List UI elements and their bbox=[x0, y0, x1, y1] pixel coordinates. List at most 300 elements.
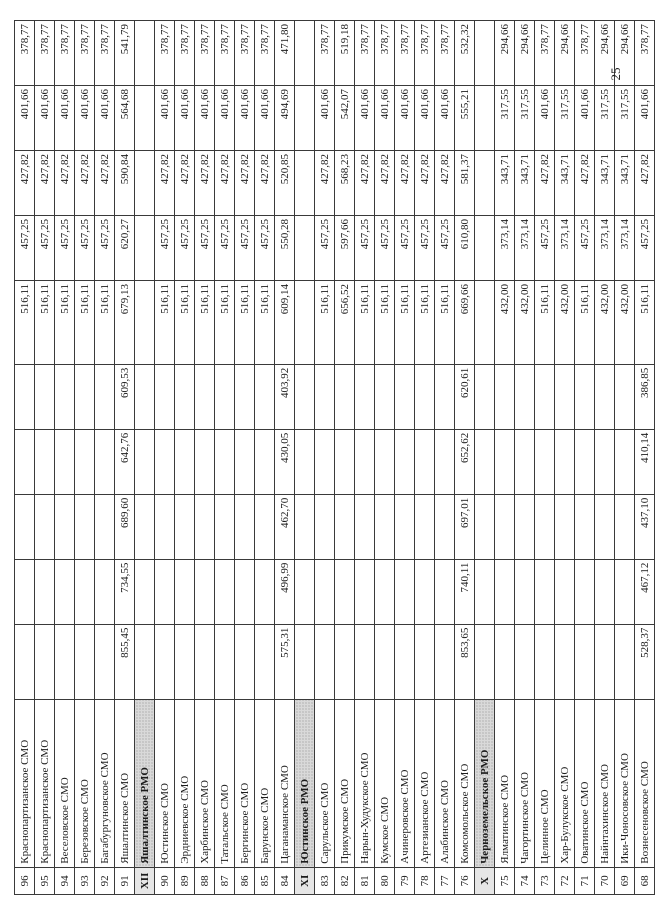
rate-cell-c7: 457,25 bbox=[435, 215, 455, 280]
rate-cell-c9: 317,55 bbox=[555, 86, 575, 151]
rate-cell-c10: 378,77 bbox=[95, 21, 115, 86]
rate-cell-c7: 457,25 bbox=[95, 215, 115, 280]
rate-cell-c7: 597,66 bbox=[335, 215, 355, 280]
rate-cell-c2 bbox=[355, 559, 375, 624]
rate-cell-c1 bbox=[595, 624, 615, 699]
rate-cell-c9: 401,66 bbox=[415, 86, 435, 151]
settlement-name: Веселовское СМО bbox=[55, 700, 75, 868]
rate-cell-c10 bbox=[295, 21, 315, 86]
rate-cell-c6: 516,11 bbox=[35, 280, 55, 364]
rate-cell-c5 bbox=[155, 364, 175, 429]
rate-cell-c6: 516,11 bbox=[355, 280, 375, 364]
rate-cell-c2 bbox=[215, 559, 235, 624]
rate-cell-c9: 401,66 bbox=[35, 86, 55, 151]
rate-cell-c5 bbox=[495, 364, 515, 429]
rate-cell-c8: 343,71 bbox=[595, 151, 615, 216]
table-row bbox=[355, 21, 375, 895]
rate-cell-c10: 294,66 bbox=[595, 21, 615, 86]
rate-cell-c3 bbox=[155, 494, 175, 559]
rate-cell-c4 bbox=[395, 429, 415, 494]
rate-cell-c5 bbox=[335, 364, 355, 429]
rate-cell-c5 bbox=[75, 364, 95, 429]
rate-cell-c2: 467,12 bbox=[635, 559, 655, 624]
rate-cell-c8: 427,82 bbox=[575, 151, 595, 216]
rate-cell-c1 bbox=[175, 624, 195, 699]
rate-cell-c1: 575,31 bbox=[275, 624, 295, 699]
rate-cell-c8: 427,82 bbox=[635, 151, 655, 216]
rate-cell-c2 bbox=[95, 559, 115, 624]
rate-cell-c8: 427,82 bbox=[175, 151, 195, 216]
rate-cell-c7: 550,28 bbox=[275, 215, 295, 280]
settlement-name: Багабургуновское СМО bbox=[95, 700, 115, 868]
rate-cell-c9: 401,66 bbox=[75, 86, 95, 151]
row-number: 75 bbox=[495, 867, 515, 894]
rate-cell-c2 bbox=[255, 559, 275, 624]
rate-cell-c7: 373,14 bbox=[595, 215, 615, 280]
rate-cell-c8: 427,82 bbox=[435, 151, 455, 216]
row-number: 74 bbox=[515, 867, 535, 894]
row-number: 90 bbox=[155, 867, 175, 894]
rate-cell-c8: 427,82 bbox=[535, 151, 555, 216]
rate-cell-c6: 516,11 bbox=[155, 280, 175, 364]
rate-cell-c10: 294,66 bbox=[615, 21, 635, 86]
rate-cell-c7: 457,25 bbox=[255, 215, 275, 280]
rate-cell-c6: 516,11 bbox=[535, 280, 555, 364]
rate-cell-c10 bbox=[475, 21, 495, 86]
row-number: 77 bbox=[435, 867, 455, 894]
table-row bbox=[15, 21, 35, 895]
rate-cell-c2 bbox=[415, 559, 435, 624]
rate-cell-c2 bbox=[515, 559, 535, 624]
rate-cell-c7: 373,14 bbox=[495, 215, 515, 280]
row-number: 80 bbox=[375, 867, 395, 894]
rate-cell-c1 bbox=[195, 624, 215, 699]
rate-cell-c3 bbox=[415, 494, 435, 559]
rate-cell-c3 bbox=[395, 494, 415, 559]
rate-cell-c3 bbox=[515, 494, 535, 559]
row-number: 88 bbox=[195, 867, 215, 894]
rate-cell-c6: 516,11 bbox=[55, 280, 75, 364]
table-row bbox=[115, 21, 135, 895]
rate-cell-c6: 516,11 bbox=[195, 280, 215, 364]
settlement-name: Алабинское СМО bbox=[435, 700, 455, 868]
rate-cell-c4 bbox=[75, 429, 95, 494]
rate-cell-c9: 555,21 bbox=[455, 86, 475, 151]
table-row bbox=[595, 21, 615, 895]
rate-cell-c10: 294,66 bbox=[495, 21, 515, 86]
rate-cell-c7: 457,25 bbox=[395, 215, 415, 280]
rate-cell-c4 bbox=[555, 429, 575, 494]
table-row bbox=[155, 21, 175, 895]
rate-cell-c10: 532,32 bbox=[455, 21, 475, 86]
rate-cell-c2 bbox=[15, 559, 35, 624]
settlement-name: Вознесеновское СМО bbox=[635, 700, 655, 868]
rate-cell-c8: 581,37 bbox=[455, 151, 475, 216]
rate-cell-c8: 427,82 bbox=[155, 151, 175, 216]
rate-cell-c10: 378,77 bbox=[195, 21, 215, 86]
rate-cell-c1 bbox=[215, 624, 235, 699]
rate-cell-c10: 378,77 bbox=[255, 21, 275, 86]
rate-cell-c1: 855,45 bbox=[115, 624, 135, 699]
row-number: X bbox=[475, 867, 495, 894]
table-row bbox=[315, 21, 335, 895]
table-row bbox=[635, 21, 655, 895]
settlement-name: Бергинское СМО bbox=[235, 700, 255, 868]
rate-cell-c2 bbox=[175, 559, 195, 624]
rate-cell-c1 bbox=[535, 624, 555, 699]
rate-cell-c7: 457,25 bbox=[375, 215, 395, 280]
rate-cell-c10: 378,77 bbox=[15, 21, 35, 86]
rate-cell-c6: 516,11 bbox=[175, 280, 195, 364]
rate-cell-c4 bbox=[135, 429, 155, 494]
rate-cell-c1 bbox=[255, 624, 275, 699]
settlement-name: Юстинское СМО bbox=[155, 700, 175, 868]
rate-cell-c10: 378,77 bbox=[355, 21, 375, 86]
rate-cell-c6: 516,11 bbox=[395, 280, 415, 364]
rate-cell-c10: 378,77 bbox=[395, 21, 415, 86]
rate-cell-c6: 609,14 bbox=[275, 280, 295, 364]
row-number: 95 bbox=[35, 867, 55, 894]
rate-cell-c10: 378,77 bbox=[315, 21, 335, 86]
rate-cell-c2 bbox=[535, 559, 555, 624]
rate-cell-c9: 401,66 bbox=[175, 86, 195, 151]
rate-cell-c3 bbox=[15, 494, 35, 559]
rate-cell-c1: 853,65 bbox=[455, 624, 475, 699]
rate-cell-c4: 410,14 bbox=[635, 429, 655, 494]
rate-cell-c3 bbox=[555, 494, 575, 559]
rate-cell-c5 bbox=[575, 364, 595, 429]
rate-cell-c5: 620,61 bbox=[455, 364, 475, 429]
rate-cell-c9: 401,66 bbox=[575, 86, 595, 151]
rate-cell-c1 bbox=[495, 624, 515, 699]
rate-cell-c3 bbox=[235, 494, 255, 559]
rate-cell-c4: 642,76 bbox=[115, 429, 135, 494]
settlement-name: Цаганаманское СМО bbox=[275, 700, 295, 868]
rate-cell-c3 bbox=[55, 494, 75, 559]
rate-cell-c7: 457,25 bbox=[415, 215, 435, 280]
rate-cell-c4 bbox=[195, 429, 215, 494]
settlement-name: Эрдниевское СМО bbox=[175, 700, 195, 868]
rate-cell-c5 bbox=[295, 364, 315, 429]
row-number: 79 bbox=[395, 867, 415, 894]
rate-cell-c5 bbox=[435, 364, 455, 429]
rate-cell-c5 bbox=[555, 364, 575, 429]
settlement-name: Комсомольское СМО bbox=[455, 700, 475, 868]
row-number: 78 bbox=[415, 867, 435, 894]
rate-cell-c9 bbox=[135, 86, 155, 151]
rate-cell-c10: 378,77 bbox=[435, 21, 455, 86]
rate-cell-c9: 401,66 bbox=[315, 86, 335, 151]
table-row bbox=[515, 21, 535, 895]
rate-cell-c9: 317,55 bbox=[495, 86, 515, 151]
rate-cell-c6: 516,11 bbox=[95, 280, 115, 364]
rate-cell-c7: 457,25 bbox=[155, 215, 175, 280]
rate-cell-c6: 516,11 bbox=[15, 280, 35, 364]
rate-cell-c8: 427,82 bbox=[355, 151, 375, 216]
settlement-name: Ики-Чоносовское СМО bbox=[615, 700, 635, 868]
row-number: 86 bbox=[235, 867, 255, 894]
rate-cell-c10: 378,77 bbox=[375, 21, 395, 86]
row-number: 81 bbox=[355, 867, 375, 894]
rate-cell-c7: 610,80 bbox=[455, 215, 475, 280]
rate-cell-c5 bbox=[175, 364, 195, 429]
rate-cell-c2 bbox=[615, 559, 635, 624]
settlement-name: Найнтахинское СМО bbox=[595, 700, 615, 868]
rate-cell-c10 bbox=[135, 21, 155, 86]
settlement-name: Хар-Булукское СМО bbox=[555, 700, 575, 868]
settlement-name: Яшалтинское РМО bbox=[135, 700, 155, 868]
rate-cell-c5: 386,85 bbox=[635, 364, 655, 429]
rate-cell-c6: 656,52 bbox=[335, 280, 355, 364]
rate-cell-c2 bbox=[555, 559, 575, 624]
rate-cell-c2: 496,99 bbox=[275, 559, 295, 624]
rate-cell-c8: 427,82 bbox=[35, 151, 55, 216]
table-row bbox=[195, 21, 215, 895]
rate-cell-c7: 457,25 bbox=[15, 215, 35, 280]
rate-cell-c4 bbox=[255, 429, 275, 494]
row-number: 71 bbox=[575, 867, 595, 894]
rate-cell-c7: 457,25 bbox=[35, 215, 55, 280]
rate-cell-c6: 516,11 bbox=[575, 280, 595, 364]
rate-cell-c8: 427,82 bbox=[75, 151, 95, 216]
rate-cell-c5 bbox=[355, 364, 375, 429]
rate-cell-c3 bbox=[575, 494, 595, 559]
rate-cell-c4 bbox=[595, 429, 615, 494]
rate-cell-c2: 734,55 bbox=[115, 559, 135, 624]
settlement-name: Черноземельское РМО bbox=[475, 700, 495, 868]
rate-cell-c4 bbox=[575, 429, 595, 494]
rate-cell-c2 bbox=[295, 559, 315, 624]
rate-cell-c3 bbox=[435, 494, 455, 559]
rate-cell-c10: 519,18 bbox=[335, 21, 355, 86]
rate-cell-c1 bbox=[615, 624, 635, 699]
rate-cell-c7: 373,14 bbox=[515, 215, 535, 280]
rate-cell-c5 bbox=[135, 364, 155, 429]
rate-cell-c8: 568,23 bbox=[335, 151, 355, 216]
row-number: 84 bbox=[275, 867, 295, 894]
rate-cell-c5 bbox=[195, 364, 215, 429]
rate-cell-c6: 516,11 bbox=[635, 280, 655, 364]
row-number: 96 bbox=[15, 867, 35, 894]
rate-cell-c5 bbox=[375, 364, 395, 429]
rate-cell-c6: 516,11 bbox=[255, 280, 275, 364]
rate-cell-c8: 343,71 bbox=[495, 151, 515, 216]
rate-cell-c2 bbox=[235, 559, 255, 624]
rate-cell-c1 bbox=[395, 624, 415, 699]
rate-cell-c8: 427,82 bbox=[235, 151, 255, 216]
rate-cell-c10: 378,77 bbox=[575, 21, 595, 86]
rate-cell-c10: 378,77 bbox=[75, 21, 95, 86]
rate-cell-c8: 427,82 bbox=[375, 151, 395, 216]
rate-cell-c3 bbox=[615, 494, 635, 559]
rate-cell-c7: 620,27 bbox=[115, 215, 135, 280]
settlement-name: Сарульское СМО bbox=[315, 700, 335, 868]
row-number: XI bbox=[295, 867, 315, 894]
rate-cell-c1 bbox=[375, 624, 395, 699]
rate-cell-c9: 401,66 bbox=[55, 86, 75, 151]
rate-cell-c1 bbox=[475, 624, 495, 699]
rate-cell-c4 bbox=[355, 429, 375, 494]
row-number: 72 bbox=[555, 867, 575, 894]
table-row bbox=[215, 21, 235, 895]
rate-cell-c3 bbox=[295, 494, 315, 559]
settlement-name: Артезианское СМО bbox=[415, 700, 435, 868]
rate-cell-c3: 437,10 bbox=[635, 494, 655, 559]
settlement-name: Ялматинское СМО bbox=[495, 700, 515, 868]
settlement-name: Ачинеровское СМО bbox=[395, 700, 415, 868]
rate-cell-c8: 427,82 bbox=[255, 151, 275, 216]
rate-cell-c5 bbox=[475, 364, 495, 429]
rate-cell-c2 bbox=[575, 559, 595, 624]
tariff-table bbox=[14, 20, 655, 895]
rate-cell-c6 bbox=[475, 280, 495, 364]
rate-cell-c1 bbox=[435, 624, 455, 699]
rate-cell-c8: 427,82 bbox=[315, 151, 335, 216]
rate-cell-c9: 401,66 bbox=[375, 86, 395, 151]
rate-cell-c7: 373,14 bbox=[555, 215, 575, 280]
rate-cell-c5 bbox=[255, 364, 275, 429]
rate-cell-c9: 542,07 bbox=[335, 86, 355, 151]
rate-cell-c2 bbox=[335, 559, 355, 624]
row-number: 76 bbox=[455, 867, 475, 894]
table-row bbox=[75, 21, 95, 895]
row-number: 69 bbox=[615, 867, 635, 894]
rate-cell-c9: 317,55 bbox=[595, 86, 615, 151]
rate-cell-c8: 427,82 bbox=[15, 151, 35, 216]
rate-cell-c3 bbox=[335, 494, 355, 559]
rate-cell-c10: 378,77 bbox=[155, 21, 175, 86]
rate-cell-c4: 430,05 bbox=[275, 429, 295, 494]
rate-cell-c3 bbox=[175, 494, 195, 559]
page-number: 25 bbox=[608, 67, 623, 81]
rate-cell-c7: 457,25 bbox=[355, 215, 375, 280]
rate-cell-c5 bbox=[95, 364, 115, 429]
rate-cell-c3 bbox=[255, 494, 275, 559]
rate-cell-c4 bbox=[335, 429, 355, 494]
rate-cell-c1 bbox=[55, 624, 75, 699]
rate-cell-c7: 457,25 bbox=[575, 215, 595, 280]
rate-cell-c1 bbox=[235, 624, 255, 699]
row-number: 83 bbox=[315, 867, 335, 894]
table-row bbox=[175, 21, 195, 895]
rate-cell-c3 bbox=[195, 494, 215, 559]
rate-cell-c2: 740,11 bbox=[455, 559, 475, 624]
table-row bbox=[495, 21, 515, 895]
rate-cell-c1 bbox=[75, 624, 95, 699]
rate-cell-c9: 401,66 bbox=[535, 86, 555, 151]
rate-cell-c10: 541,79 bbox=[115, 21, 135, 86]
row-number: 87 bbox=[215, 867, 235, 894]
row-number: 89 bbox=[175, 867, 195, 894]
table-row bbox=[535, 21, 555, 895]
row-number: 91 bbox=[115, 867, 135, 894]
rate-cell-c1 bbox=[295, 624, 315, 699]
rate-cell-c1 bbox=[35, 624, 55, 699]
rate-cell-c10: 471,80 bbox=[275, 21, 295, 86]
rate-cell-c3 bbox=[215, 494, 235, 559]
group-row bbox=[295, 21, 315, 895]
rate-cell-c5: 403,92 bbox=[275, 364, 295, 429]
table-row bbox=[335, 21, 355, 895]
rate-cell-c5 bbox=[515, 364, 535, 429]
rate-cell-c8: 343,71 bbox=[515, 151, 535, 216]
rate-cell-c5 bbox=[215, 364, 235, 429]
rate-cell-c10: 378,77 bbox=[635, 21, 655, 86]
row-number: 73 bbox=[535, 867, 555, 894]
rate-cell-c7: 457,25 bbox=[215, 215, 235, 280]
rate-cell-c8 bbox=[475, 151, 495, 216]
rate-cell-c3 bbox=[135, 494, 155, 559]
rate-cell-c4 bbox=[295, 429, 315, 494]
table-row bbox=[255, 21, 275, 895]
settlement-name: Березовское СМО bbox=[75, 700, 95, 868]
rate-cell-c3 bbox=[495, 494, 515, 559]
rate-cell-c4: 652,62 bbox=[455, 429, 475, 494]
rate-cell-c3: 697,01 bbox=[455, 494, 475, 559]
rate-cell-c4 bbox=[415, 429, 435, 494]
rate-cell-c7 bbox=[475, 215, 495, 280]
table-row bbox=[275, 21, 295, 895]
rate-cell-c7: 457,25 bbox=[315, 215, 335, 280]
rate-cell-c1 bbox=[135, 624, 155, 699]
table-body bbox=[15, 21, 655, 895]
rate-cell-c4 bbox=[35, 429, 55, 494]
rate-cell-c3 bbox=[535, 494, 555, 559]
group-row bbox=[475, 21, 495, 895]
rate-cell-c1 bbox=[155, 624, 175, 699]
rate-cell-c9: 401,66 bbox=[95, 86, 115, 151]
rate-cell-c3 bbox=[75, 494, 95, 559]
settlement-name: Краснопартизанское СМО bbox=[35, 700, 55, 868]
rate-cell-c10: 378,77 bbox=[235, 21, 255, 86]
rate-cell-c10: 378,77 bbox=[35, 21, 55, 86]
table-row bbox=[55, 21, 75, 895]
rate-cell-c4 bbox=[215, 429, 235, 494]
rate-cell-c2 bbox=[135, 559, 155, 624]
settlement-name: Прикумское СМО bbox=[335, 700, 355, 868]
rate-cell-c1 bbox=[15, 624, 35, 699]
table-row bbox=[575, 21, 595, 895]
rate-cell-c6: 516,11 bbox=[375, 280, 395, 364]
rate-cell-c8: 427,82 bbox=[95, 151, 115, 216]
rate-cell-c2 bbox=[195, 559, 215, 624]
rate-cell-c1 bbox=[555, 624, 575, 699]
rate-cell-c7: 457,25 bbox=[175, 215, 195, 280]
table-row bbox=[435, 21, 455, 895]
rate-cell-c2 bbox=[475, 559, 495, 624]
table-row bbox=[95, 21, 115, 895]
settlement-name: Харбинское СМО bbox=[195, 700, 215, 868]
rate-cell-c3 bbox=[35, 494, 55, 559]
rate-cell-c3 bbox=[595, 494, 615, 559]
rate-cell-c9: 401,66 bbox=[435, 86, 455, 151]
rate-cell-c9: 401,66 bbox=[195, 86, 215, 151]
rate-cell-c8: 427,82 bbox=[215, 151, 235, 216]
rate-cell-c2 bbox=[395, 559, 415, 624]
settlement-name: Яшалтинское СМО bbox=[115, 700, 135, 868]
rate-cell-c1 bbox=[335, 624, 355, 699]
rate-cell-c10: 378,77 bbox=[415, 21, 435, 86]
rate-cell-c5 bbox=[55, 364, 75, 429]
rate-cell-c4 bbox=[535, 429, 555, 494]
rate-cell-c8: 427,82 bbox=[195, 151, 215, 216]
rate-cell-c3 bbox=[95, 494, 115, 559]
table-row bbox=[375, 21, 395, 895]
table-row bbox=[235, 21, 255, 895]
rate-cell-c6: 516,11 bbox=[435, 280, 455, 364]
rate-cell-c7: 457,25 bbox=[55, 215, 75, 280]
settlement-name: Юстинское РМО bbox=[295, 700, 315, 868]
